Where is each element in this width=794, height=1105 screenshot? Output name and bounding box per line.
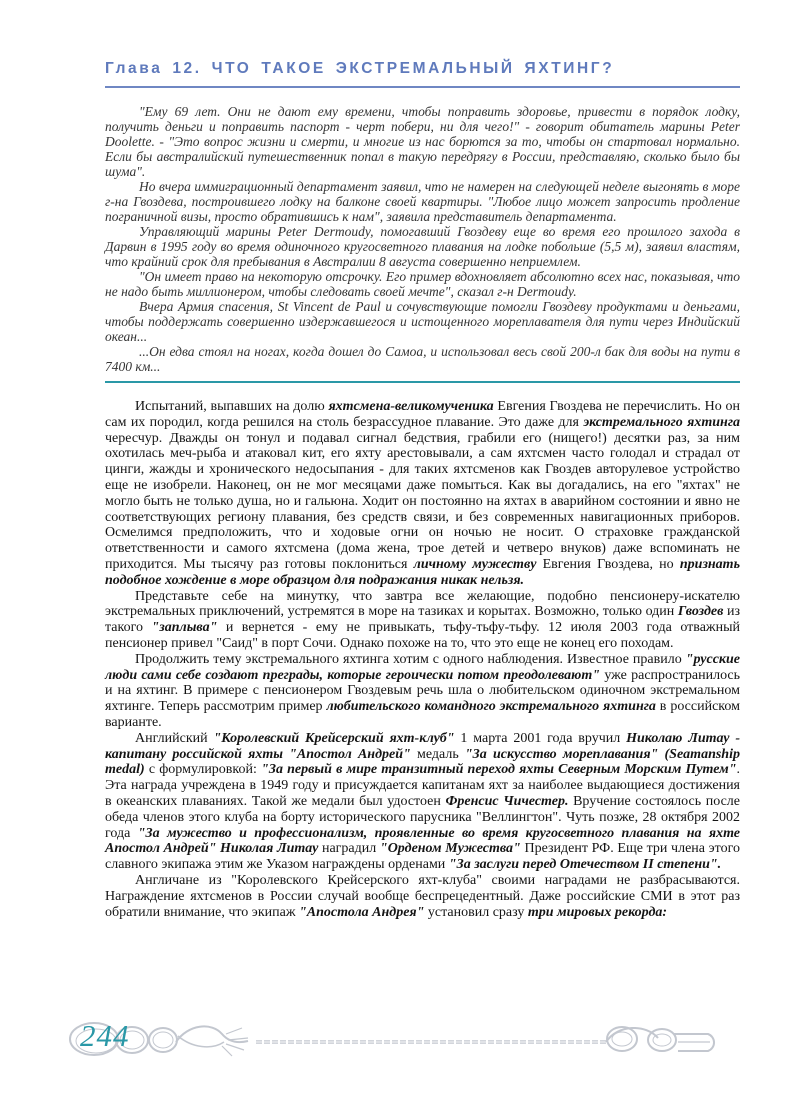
text-run: Президент РФ. Еще три члена этого славного экипажа этим же Указом награждены орденами [105, 841, 741, 873]
emphasized-text: "За искусство мореплавания" (Seamanship medal) [105, 746, 740, 778]
text-run: с формулировкой: [144, 762, 262, 778]
emphasized-text: "За заслуги перед Отечеством II степени". [448, 857, 722, 873]
text-column [105, 0, 740, 920]
emphasized-text: Николаю Литау - капитану российской яхты "Апостол Андрей" [105, 730, 741, 762]
heading-divider [105, 86, 740, 88]
quote-paragraph [105, 104, 740, 179]
emphasized-text: "За первый в мире транзитный переход яхты Северным Морским Путем" [261, 762, 737, 778]
text-run: из такого [105, 604, 740, 636]
page-number: 244 [80, 1018, 130, 1053]
body-paragraph [105, 873, 740, 920]
text-run: 1 марта 2001 года вручил [454, 730, 627, 746]
text-run: наградил [318, 841, 380, 857]
emphasized-text: три мировых рекорда: [527, 904, 668, 920]
quote-paragraph [105, 224, 740, 269]
text-run: Англичане из "Королевского Крейсерского яхт-клуба" своими наградами не разбрасываются. Награждение яхтсменов в России случай вообще беспрецедентный. Даже российские СМИ в этот раз обратили внимание, что экипаж [105, 872, 740, 920]
emphasized-text: "Апостола Андрея" [299, 904, 425, 920]
body-paragraph [105, 731, 740, 873]
quote-paragraph [105, 344, 740, 374]
text-run: Продолжить тему экстремального яхтинга хотим с одного наблюдения. Известное правило [135, 651, 686, 667]
emphasized-text: любительского командного экстремального яхтинга [326, 699, 656, 715]
text-run: в российском варианте. [105, 699, 740, 730]
emphasized-text: "Орденом Мужества" [379, 841, 521, 857]
rope-ornament-icon [66, 1012, 738, 1064]
text-run: "Он имеет право на некоторую отсрочку. Его пример вдохновляет абсолютно всех нас, показывая, что не надо быть миллионером, чтобы следовать своей мечте", сказал г-н Dermoudy. [105, 269, 740, 299]
emphasized-text: яхтсмена-великомученика [328, 399, 494, 414]
quote-divider [105, 381, 740, 383]
emphasized-text: Гвоздев [677, 604, 724, 620]
text-run: Представьте себе на минутку, что завтра все желающие, подобно пенсионеру-искателю экстремальных приключений, устремятся в море на тазиках и корытах. Возможно, только один [105, 588, 740, 620]
text-run: Евгения Гвоздева, но [536, 556, 680, 572]
body-paragraph [105, 589, 740, 652]
text-run: Испытаний, выпавших на долю [135, 399, 329, 414]
text-run: уже распространилось и на яхтинг. В примере с пенсионером Гвоздевым речь шла о любительском одиночном экстремальном яхтинге. Теперь рассмотрим пример [105, 667, 741, 715]
quote-paragraph [105, 299, 740, 344]
text-run: ...Он едва стоял на ногах, когда дошел до Самоа, и использовал весь свой 200-л бак для воды на пути в 7400 км... [105, 344, 740, 374]
emphasized-text: "заплыва" [151, 620, 218, 636]
quote-paragraph [105, 179, 740, 224]
chapter-heading: Глава 12. ЧТО ТАКОЕ ЭКСТРЕМАЛЬНЫЙ ЯХТИНГ? [105, 60, 615, 77]
text-run: установил сразу [424, 904, 528, 920]
text-run: Управляющий марины Peter Dermoudy, помогавший Гвоздеву еще во время его прошлого захода в Дарвин в 1995 году во время одиночного кругосветного плавания на лодке побольше (5,5 м), заявил властям, что крайний срок для пребывания в Австралии 8 августа совершенно неприемлем. [105, 224, 740, 269]
main-text [105, 399, 740, 920]
emphasized-text: "За мужество и профессионализм, проявленные во время кругосветного плавания на яхте Апостол Андрей" Николая Литау [105, 825, 741, 857]
emphasized-text: личному мужеству [413, 556, 537, 572]
text-run: Евгения Гвоздева не перечислить. Но он сам их породил, когда решился на столь безрассудное плавание. Это даже для [105, 399, 741, 430]
text-run: Но вчера иммиграционный департамент заявил, что не намерен на следующей неделе выгонять в море г-на Гвоздева, построившего лодку на балконе своей квартиры. "Любое лицо может запросить продление пограничной визы, просто обратившись к нам", заявила представитель департамента. [105, 179, 740, 224]
quote-paragraph [105, 269, 740, 299]
text-run: Английский [135, 730, 214, 746]
emphasized-text: "Королевский Крейсерский яхт-клуб" [213, 730, 455, 746]
quote-block [105, 104, 740, 374]
emphasized-text: экстремального яхтинга [583, 414, 740, 430]
text-run: чересчур. Дважды он тонул и подавал сигнал бедствия, грабили его (нищего!) десятки раз, за ним охотилась меч-рыба и атаковал кит, его яхту арестовывали, а сам яхтсмен часто голодал и страдал от цинги, жажды и хронического недосыпания - для таких яхтсменов как Гвоздев авторулевое устройство еще не изобрели. Наконец, он не мог месяцами даже помыться. Как вы догадались, на его "яхтах" не могло быть не только душа, но и гальюна. Ходит он постоянно на яхтах в аварийном состоянии и явно не соответствующих региону плавания, без средств связи, и без современных навигационных приборов. Осмелимся предположить, что и ходовые огни он ночью не носит. О страховке гражданской ответственности и самого яхтсмена (дома жена, трое детей и четверо внуков) даже вспоминать не приходится. Мы тысячу раз готовы поклониться [105, 430, 740, 572]
text-run: и вернется - ему не привыкать, тьфу-тьфу-тьфу. 12 июля 2003 года отважный пенсионер привел "Саид" в порт Сочи. Однако похоже на то, что это еще не конец его походам. [105, 620, 740, 651]
text-run: . Эта награда учреждена в 1949 году и присуждается капитанам яхт за наиболее выдающиеся достижения в океанских плаваниях. Такой же медали был удостоен [105, 762, 740, 809]
emphasized-text: Френсис Чичестер. [445, 793, 569, 809]
body-paragraph [105, 652, 740, 731]
emphasized-text: "русские люди сами себе создают преграды, которые героически потом преодолевают" [105, 651, 740, 683]
text-run: Вручение состоялось после обеда членов этого клуба на борту исторического парусника "Веллингтон". Чуть позже, 28 октября 2002 года [105, 793, 740, 841]
body-paragraph [105, 399, 740, 589]
text-run: медаль [410, 746, 465, 762]
text-run: "Ему 69 лет. Они не дают ему времени, чтобы поправить здоровье, привести в порядок лодку, получить деньги и поправить паспорт - черт побери, ни для чего!" - говорит обитатель марины Peter Doolette. - "Это вопрос жизни и смерти, и многие из нас борются за то, чтобы он стартовал нормально. Если бы австралийский путешественник попал в такую передрягу в России, представляю, сколько было бы шума". [105, 104, 740, 179]
emphasized-text: признать подобное хождение в море образцом для подражания никак нельзя. [105, 556, 740, 588]
text-run: Вчера Армия спасения, St Vincent de Paul и сочувствующие помогли Гвоздеву продуктами и деньгами, чтобы поддержать совершенно издержавшегося и истощенного мореплавателя для пути через Индийский океан... [105, 299, 740, 344]
